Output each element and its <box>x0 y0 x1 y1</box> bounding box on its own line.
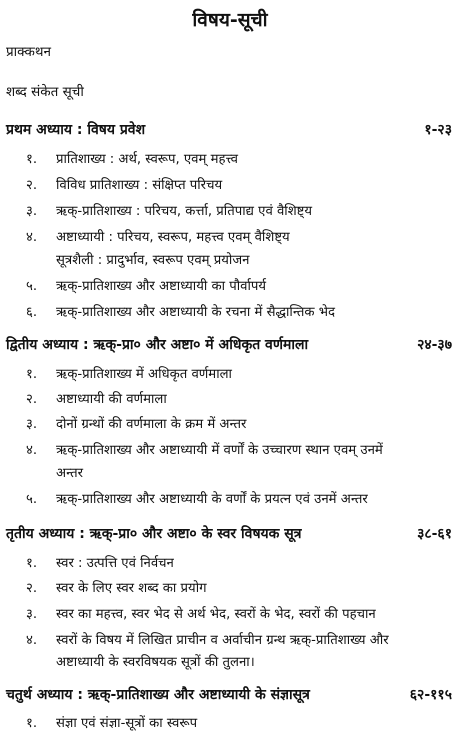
item-continuation: सूत्रशैली : प्रादुर्भाव, स्वरूप एवम् प्रयोजन <box>56 253 250 268</box>
item-number: १. <box>26 152 38 167</box>
item-text: ऋक्-प्रातिशाख्य और अष्टाध्यायी का पौर्वापर्य <box>56 279 266 294</box>
item-text: ऋक्-प्रातिशाख्य और अष्टाध्यायी के वर्णों के प्रयत्न एवं उनमें अन्तर <box>56 492 368 507</box>
item-text: स्वर का महत्त्व, स्वर भेद से अर्थ भेद, स्वरों के भेद, स्वरों की पहचान <box>56 607 376 622</box>
item-continuation: अष्टाध्यायी के स्वरविषयक सूत्रों की तुलना। <box>56 655 255 670</box>
chapter-heading-1 <box>6 120 452 139</box>
chapter-pages: १-२३ <box>424 122 452 138</box>
item-continuation: अन्तर <box>56 466 84 481</box>
item-text: ऋक्-प्रातिशाख्य और अष्टाध्यायी के रचना में सैद्धान्तिक भेद <box>56 305 336 320</box>
item-number: ६. <box>26 305 38 320</box>
chapter-pages: ६२-११५ <box>409 687 452 703</box>
chapter-title: तृतीय अध्याय : ऋक्-प्रा० और अष्टा० के स्वर विषयक सूत्र <box>6 526 302 542</box>
page-title: विषय-सूची <box>192 9 268 31</box>
chapter-title: द्वितीय अध्याय : ऋक्-प्रा० और अष्टा० में अधिकृत वर्णमाला <box>6 337 309 353</box>
item-number: ५. <box>26 492 38 507</box>
item-text: विविध प्रातिशाख्य : संक्षिप्त परिचय <box>56 178 223 193</box>
item-text: स्वर के लिए स्वर शब्द का प्रयोग <box>56 581 207 596</box>
front-item-preface: प्राक्कथन <box>6 44 52 60</box>
item-number: ४. <box>26 230 38 245</box>
item-text: स्वर : उत्पत्ति एवं निर्वचन <box>56 556 174 571</box>
chapter-heading-2 <box>6 335 452 354</box>
item-text: ऋक्-प्रातिशाख्य में अधिकृत वर्णमाला <box>56 367 232 382</box>
front-item-abbreviations: शब्द संकेत सूची <box>6 84 84 100</box>
item-number: १. <box>26 716 38 731</box>
item-text: ऋक्-प्रातिशाख्य : परिचय, कर्त्ता, प्रतिपाद्य एवं वैशिष्ट्य <box>56 204 313 219</box>
item-number: २. <box>26 392 38 407</box>
item-number: १. <box>26 556 38 571</box>
item-number: ५. <box>26 279 38 294</box>
chapter-heading-4 <box>6 685 452 704</box>
item-text: स्वरों के विषय में लिखित प्राचीन व अर्वाचीन ग्रन्थ ऋक्-प्रातिशाख्य और <box>56 633 389 648</box>
item-text: संज्ञा एवं संज्ञा-सूत्रों का स्वरूप <box>56 716 198 731</box>
chapter-heading-3 <box>6 524 452 543</box>
item-number: २. <box>26 178 38 193</box>
chapter-title: प्रथम अध्याय : विषय प्रवेश <box>6 122 146 138</box>
chapter-pages: २४-३७ <box>417 337 452 353</box>
item-number: ३. <box>26 607 38 622</box>
item-text: दोनों ग्रन्थों की वर्णमाला के क्रम में अन्तर <box>56 417 247 432</box>
item-number: ४. <box>26 443 38 458</box>
item-number: १. <box>26 367 38 382</box>
chapter-title: चतुर्थ अध्याय : ऋक्-प्रातिशाख्य और अष्टाध्यायी के संज्ञासूत्र <box>6 687 310 703</box>
chapter-pages: ३८-६१ <box>417 526 452 542</box>
item-number: ३. <box>26 417 38 432</box>
item-number: ३. <box>26 204 38 219</box>
item-text: ऋक्-प्रातिशाख्य और अष्टाध्यायी में वर्णों के उच्चारण स्थान एवम् उनमें <box>56 443 383 458</box>
item-number: २. <box>26 581 38 596</box>
item-text: अष्टाध्यायी : परिचय, स्वरूप, महत्त्व एवम् वैशिष्ट्य <box>56 230 290 245</box>
item-text: प्रातिशाख्य : अर्थ, स्वरूप, एवम् महत्त्व <box>56 152 238 167</box>
item-text: अष्टाध्यायी की वर्णमाला <box>56 392 167 407</box>
item-number: ४. <box>26 633 38 648</box>
